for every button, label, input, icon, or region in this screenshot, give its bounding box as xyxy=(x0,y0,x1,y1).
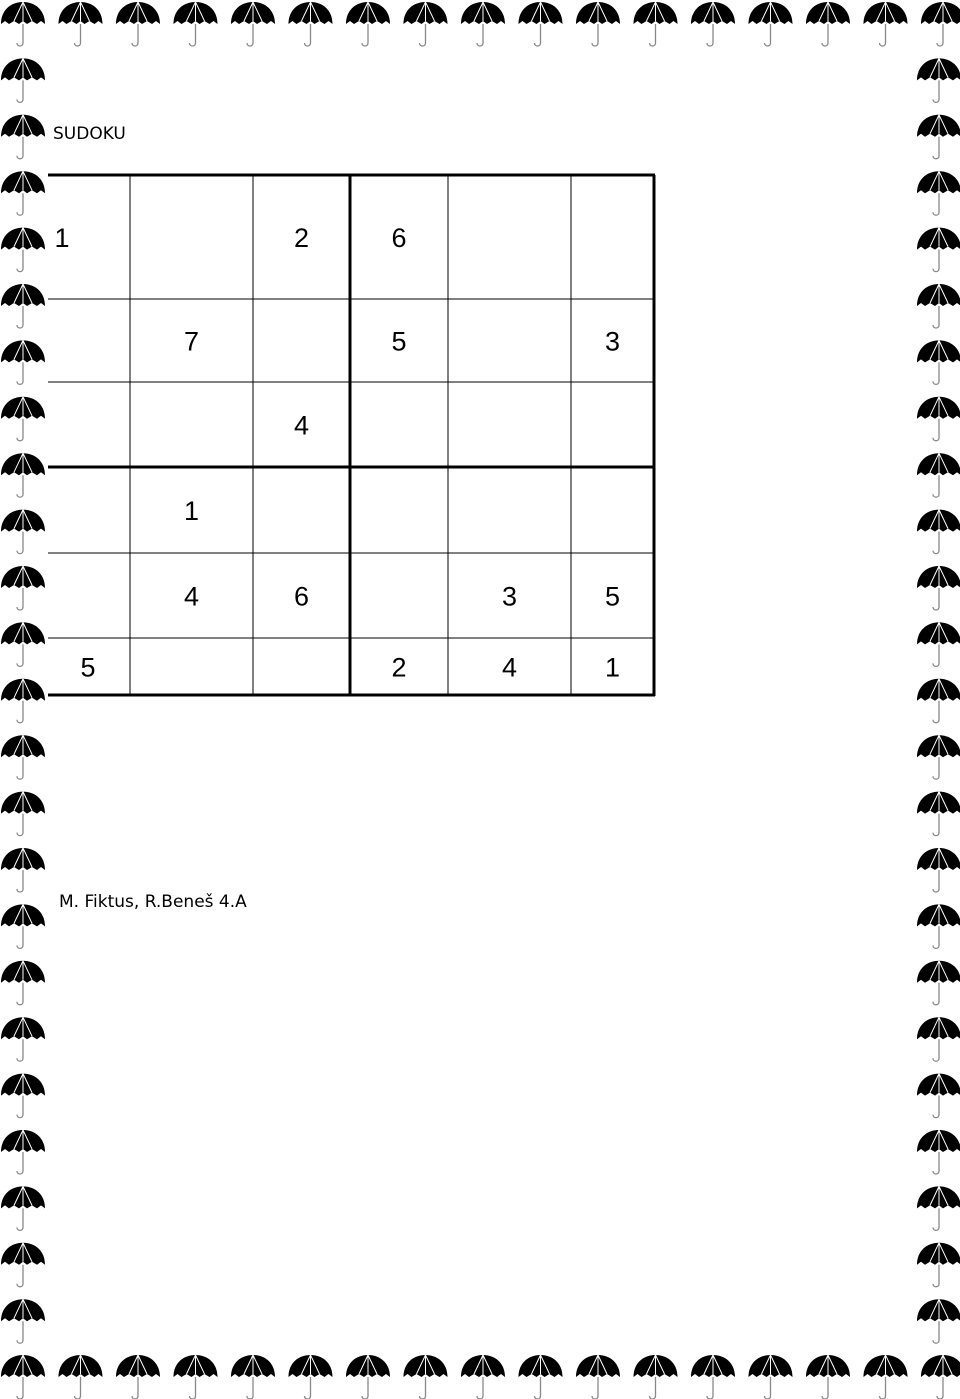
sudoku-cell-digit: 4 xyxy=(293,410,310,441)
sudoku-cell-digit: 1 xyxy=(54,223,70,253)
sudoku-cell-digit: 3 xyxy=(604,326,621,357)
sudoku-cell-digit: 5 xyxy=(604,581,621,612)
author-credit: M. Fiktus, R.Beneš 4.A xyxy=(59,892,247,912)
sudoku-cell-digit: 6 xyxy=(391,223,407,253)
page-title: SUDOKU xyxy=(53,124,126,144)
sudoku-cell-digit: 2 xyxy=(391,652,407,683)
sudoku-cell-digit: 4 xyxy=(183,581,200,612)
sudoku-cell-digit: 1 xyxy=(604,652,621,683)
sudoku-cell-digit: 2 xyxy=(293,223,310,253)
sudoku-cell-digit: 7 xyxy=(183,326,200,357)
sudoku-cell-digit: 5 xyxy=(391,326,407,357)
sudoku-cell-digit: 3 xyxy=(501,581,518,612)
sudoku-cell-digit: 1 xyxy=(183,496,200,526)
sudoku-cell-digit: 6 xyxy=(293,581,310,612)
sudoku-cell-digit: 5 xyxy=(80,652,96,683)
sudoku-cell-digit: 4 xyxy=(501,652,518,683)
